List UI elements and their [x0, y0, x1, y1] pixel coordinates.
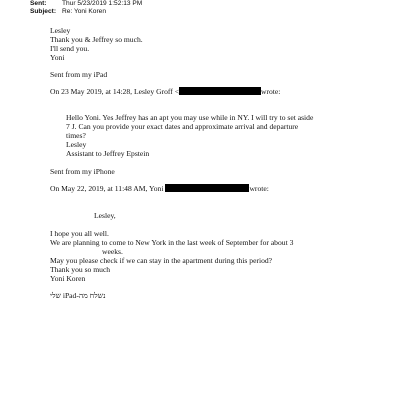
- sent-label: Sent:: [30, 0, 47, 7]
- reply-greeting: Lesley: [50, 26, 71, 35]
- sent-value: Thur 5/23/2019 1:52:13 PM: [62, 0, 143, 7]
- reply-line-1: Thank you & Jeffrey so much.: [50, 35, 143, 44]
- sent-row: [30, 0, 142, 8]
- reply-signoff: Yoni: [50, 53, 65, 62]
- quote2-attribution-suffix: wrote:: [249, 184, 269, 193]
- subject-value: Re: Yoni Koren: [62, 8, 106, 15]
- quote1-line: Assistant to Jeffrey Epstein: [66, 149, 150, 158]
- quote2-attribution-prefix: On May 22, 2019, at 11:48 AM, Yoni: [50, 184, 164, 193]
- reply-line-2: I'll send you.: [50, 44, 90, 53]
- quote1-line: Hello Yoni. Yes Jeffrey has an apt you may use while in NY. I will try to set aside: [66, 113, 314, 122]
- quote1-line: 7 J. Can you provide your exact dates and approximate arrival and departure: [66, 122, 299, 131]
- quote2-line: I hope you all well.: [50, 229, 109, 238]
- quote2-attribution: [50, 184, 269, 193]
- redaction-block: [165, 184, 249, 192]
- quote2-line: Yoni Koren: [50, 274, 86, 283]
- quote1-attribution-prefix: On 23 May 2019, at 14:28, Lesley Groff <: [50, 87, 179, 96]
- quote2-device-signature: נשלח מה-iPad שלי: [50, 291, 106, 300]
- quote2-line: May you please check if we can stay in the apartment during this period?: [50, 256, 273, 265]
- quote1-line: Lesley: [66, 140, 87, 149]
- quote2-line: Thank you so much: [50, 265, 111, 274]
- quote1-attribution-suffix: wrote:: [261, 87, 281, 96]
- quote1-line: times?: [66, 131, 86, 140]
- quote1-attribution: [50, 87, 280, 96]
- reply-device-signature: Sent from my iPad: [50, 70, 108, 79]
- quote2-line: We are planning to come to New York in the last week of September for about 3: [50, 238, 294, 247]
- subject-row: [30, 8, 106, 16]
- redaction-block: [179, 87, 261, 95]
- quote1-device-signature: Sent from my iPhone: [50, 167, 115, 176]
- subject-label: Subject:: [30, 8, 57, 15]
- quote2-line: weeks.: [102, 247, 123, 256]
- quote2-greeting: Lesley,: [94, 211, 116, 220]
